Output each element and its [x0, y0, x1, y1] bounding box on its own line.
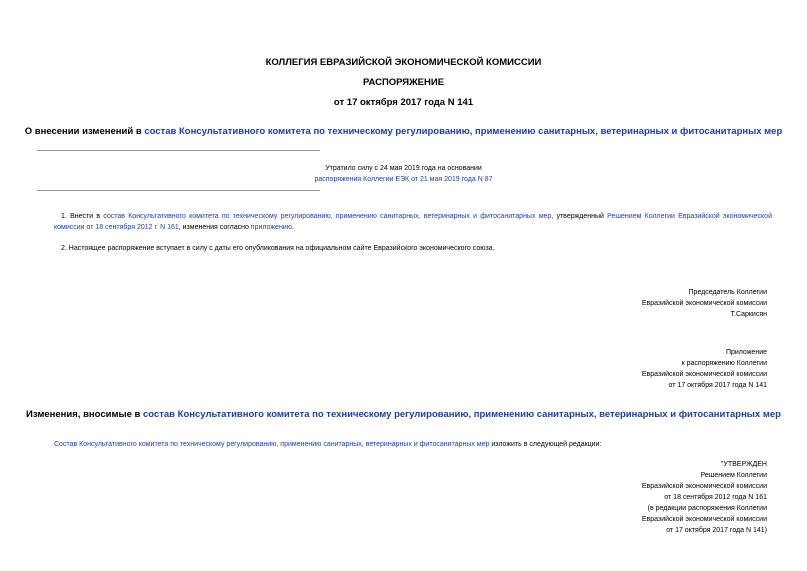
doc-type-heading: РАСПОРЯЖЕНИЕ: [362, 77, 445, 88]
paragraph-1: [54, 211, 772, 233]
signature-line-1: Председатель Коллегии: [688, 289, 767, 296]
status-link[interactable]: распоряжения Коллегии ЕЭК от 21 мая 2019 года N 87: [314, 176, 493, 183]
p1-link-decision[interactable]: Решением Коллегии Евразийской экономической комиссии от 18 сентября 2012 г. N 161: [54, 213, 772, 231]
rule-bottom: [37, 190, 320, 191]
approved-line-3: Евразийской экономической комиссии: [641, 483, 767, 490]
rule-top: [37, 150, 320, 151]
document-title-link[interactable]: состав Консультативного комитета по техническому регулированию, применению санитарных, ветеринарных и фитосанитарных мер: [144, 126, 783, 137]
appendix-block: [642, 347, 767, 391]
p1-link-appendix[interactable]: приложению: [250, 224, 292, 231]
p1-text-4: .: [291, 224, 294, 231]
changes-title-link[interactable]: состав Консультативного комитета по техническому регулированию, применению санитарных, ветеринарных и фитосанитарных мер: [143, 409, 781, 420]
approved-line-6: Евразийской экономической комиссии: [641, 516, 767, 523]
signature-line-3: Т.Саркисян: [730, 311, 767, 318]
approved-line-7: от 17 октября 2017 года N 141): [666, 527, 767, 534]
org-heading: КОЛЛЕГИЯ ЕВРАЗИЙСКОЙ ЭКОНОМИЧЕСКОЙ КОМИССИИ: [265, 57, 542, 68]
changes-title-prefix: Изменения, вносимые в: [26, 409, 143, 420]
appendix-line-3: Евразийской экономической комиссии: [641, 371, 767, 378]
appendix-line-2: к распоряжению Коллегии: [681, 360, 767, 367]
p1-link-composition[interactable]: состав Консультативного комитета по техническому регулированию, применению санитарных, ветеринарных и фитосанитарных мер: [103, 213, 552, 220]
doc-date-number: от 17 октября 2017 года N 141: [333, 97, 474, 108]
p1-text-3: , изменения согласно: [178, 224, 251, 231]
appendix-line-1: Приложение: [725, 349, 767, 356]
approved-line-1: "УТВЕРЖДЕН: [720, 461, 767, 468]
changes-paragraph-link[interactable]: Состав Консультативного комитета по техническому регулированию, применению санитарных, ветеринарных и фитосанитарных мер: [54, 441, 490, 448]
approved-line-2: Решением Коллегии: [700, 472, 767, 479]
status-line: Утратило силу с 24 мая 2019 года на основании: [325, 165, 482, 172]
changes-paragraph: [54, 439, 772, 450]
document-title: [0, 126, 807, 137]
signature-line-2: Евразийской экономической комиссии: [641, 300, 767, 307]
appendix-line-4: от 17 октября 2017 года N 141: [668, 382, 767, 389]
p1-text-1: 1. Внести в: [61, 213, 104, 220]
approved-block: [642, 459, 767, 536]
changes-title: [0, 409, 807, 420]
approved-line-5: (в редакции распоряжения Коллегии: [647, 505, 767, 512]
paragraph-2: 2. Настоящее распоряжение вступает в силу с даты его опубликования на официальном сайте Евразийского экономического союза.: [61, 245, 495, 252]
p1-text-2: , утвержденный: [551, 213, 608, 220]
approved-line-4: от 18 сентября 2012 года N 161: [664, 494, 767, 501]
document-title-prefix: О внесении изменений в: [24, 126, 145, 137]
signature-block: [642, 287, 767, 320]
changes-paragraph-text: изложить в следующей редакции:: [489, 441, 602, 448]
